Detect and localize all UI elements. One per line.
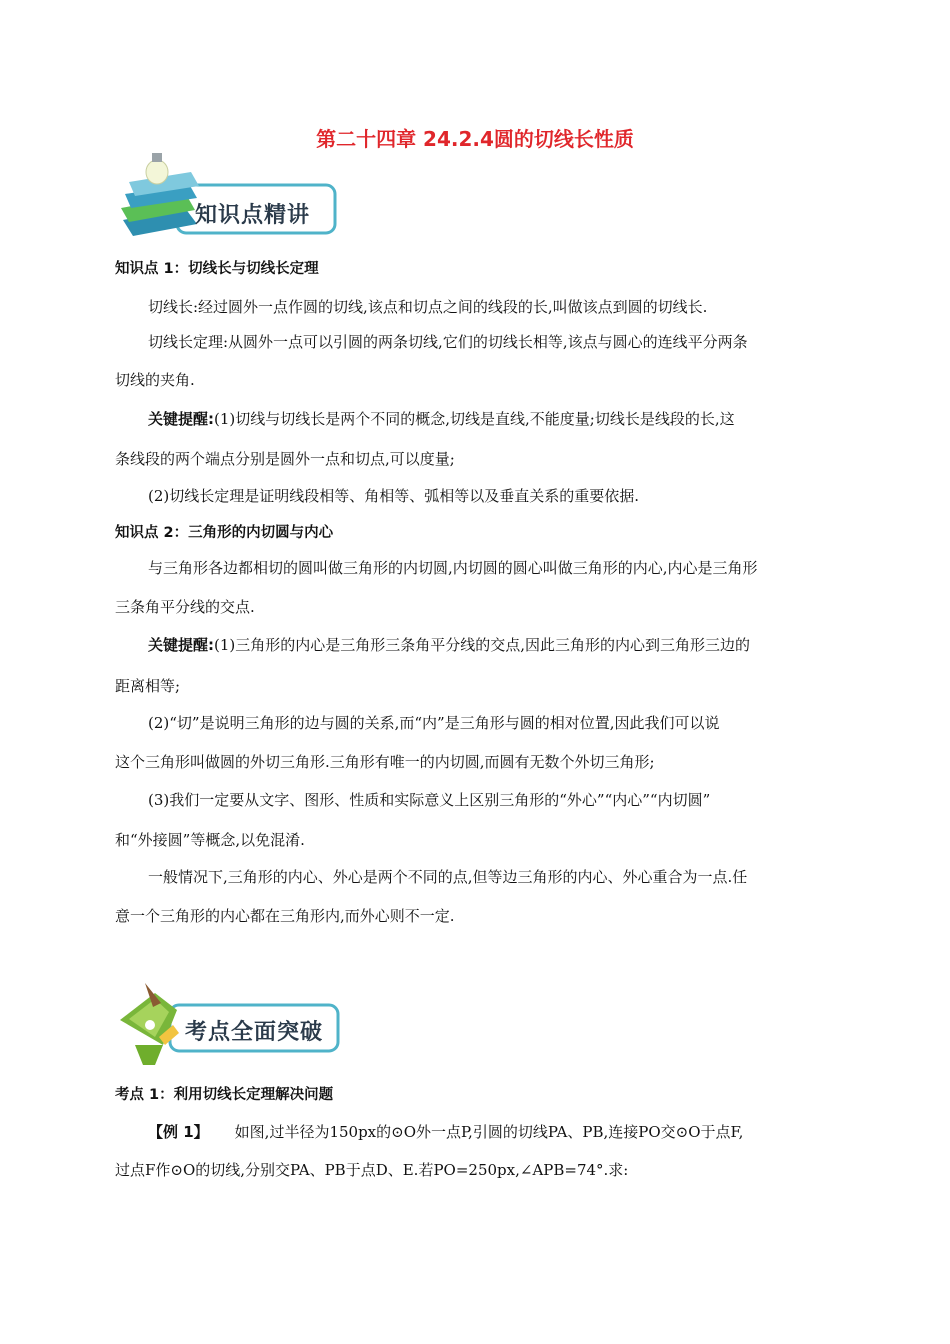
paragraph-line: 距离相等; <box>115 677 181 695</box>
tip-label: 关键提醒: <box>148 636 214 654</box>
paragraph-line: 切线的夹角. <box>115 371 195 389</box>
example-line <box>148 1122 873 1142</box>
tip-label: 关键提醒: <box>148 410 214 428</box>
paragraph-line: (3)我们一定要从文字、图形、性质和实际意义上区别三角形的“外心”“内心”“内切圆” <box>148 791 711 809</box>
tip-line <box>148 409 873 429</box>
paragraph-line: 这个三角形叫做圆的外切三角形.三角形有唯一的内切圆,而圆有无数个外切三角形; <box>115 753 655 771</box>
paragraph-line: 一般情况下,三角形的内心、外心是两个不同的点,但等边三角形的内心、外心重合为一点.任 <box>148 868 748 886</box>
tip-text: (1)切线与切线长是两个不同的概念,切线是直线,不能度量;切线长是线段的长,这 <box>214 410 735 428</box>
paragraph-line: 与三角形各边都相切的圆叫做三角形的内切圆,内切圆的圆心叫做三角形的内心,内心是三角形 <box>148 559 758 577</box>
knowledge-banner <box>115 150 340 242</box>
tip-line <box>148 635 873 655</box>
banner-label: 知识点精讲 <box>195 203 311 228</box>
section-heading: 知识点 2：三角形的内切圆与内心 <box>115 525 334 541</box>
paragraph-line: 切线长定理:从圆外一点可以引圆的两条切线,它们的切线长相等,该点与圆心的连线平分两条 <box>148 333 748 351</box>
paragraph-line: 和“外接圆”等概念,以免混淆. <box>115 831 305 849</box>
exam-points-banner <box>115 975 345 1067</box>
paragraph-line: 切线长:经过圆外一点作圆的切线,该点和切点之间的线段的长,叫做该点到圆的切线长. <box>148 298 708 316</box>
paragraph-line: (2)切线长定理是证明线段相等、角相等、弧相等以及垂直关系的重要依据. <box>148 487 640 505</box>
paragraph-line: 意一个三角形的内心都在三角形内,而外心则不一定. <box>115 907 455 925</box>
banner-label: 考点全面突破 <box>185 1020 324 1045</box>
example-label: 【例 1】 <box>148 1123 209 1141</box>
page-title: 第二十四章 24.2.4圆的切线长性质 <box>316 127 634 151</box>
example-text: 如图,过半径为150px的⊙O外一点P,引圆的切线PA、PB,连接PO交⊙O于点F, <box>234 1123 744 1141</box>
section-heading: 考点 1：利用切线长定理解决问题 <box>115 1087 334 1103</box>
paragraph-line: 条线段的两个端点分别是圆外一点和切点,可以度量; <box>115 450 455 468</box>
paragraph-line: 三条角平分线的交点. <box>115 598 255 616</box>
section-heading: 知识点 1：切线长与切线长定理 <box>115 261 319 277</box>
paragraph-line: (2)“切”是说明三角形的边与圆的关系,而“内”是三角形与圆的相对位置,因此我们可以说 <box>148 714 720 732</box>
tip-text: (1)三角形的内心是三角形三条角平分线的交点,因此三角形的内心到三角形三边的 <box>214 636 751 654</box>
paragraph-line: 过点F作⊙O的切线,分别交PA、PB于点D、E.若PO=250px,∠APB=74°.求: <box>115 1161 629 1179</box>
